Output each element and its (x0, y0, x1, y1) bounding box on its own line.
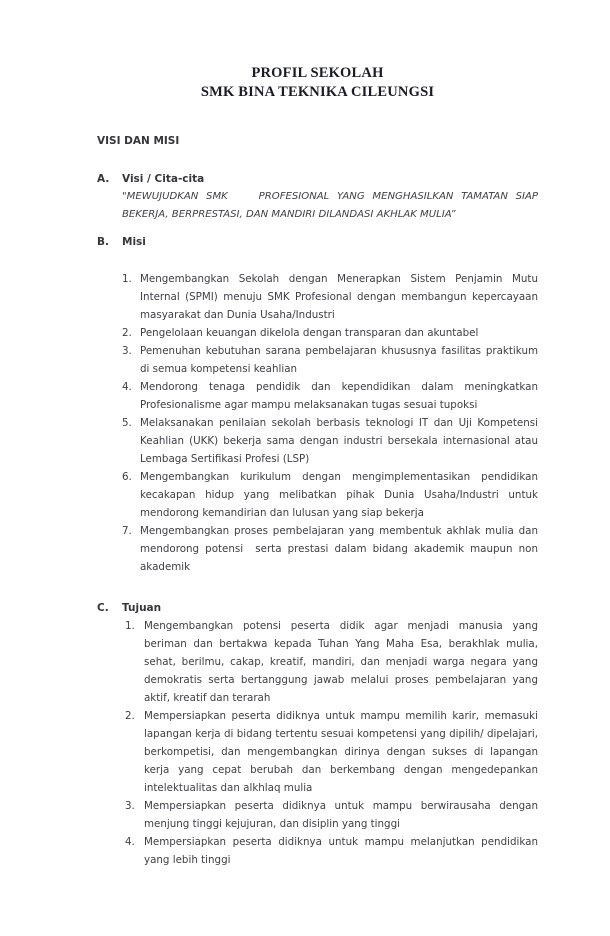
section-label: A. (97, 173, 110, 185)
item-number: 1. (122, 273, 132, 285)
list-item (122, 324, 538, 342)
item-number: 5. (122, 417, 132, 429)
item-number: 3. (125, 800, 135, 812)
title-line-2: SMK BINA TEKNIKA CILEUNGSI (200, 84, 435, 100)
tujuan-list (125, 617, 538, 869)
item-number: 6. (122, 471, 132, 483)
section-title: Visi / Cita-cita (122, 173, 205, 185)
section-misi-heading (97, 233, 538, 251)
item-number: 2. (122, 327, 132, 339)
section-misi (97, 233, 538, 576)
list-item (125, 833, 538, 869)
item-number: 4. (125, 836, 135, 848)
item-number: 4. (122, 381, 132, 393)
section-label: B. (97, 236, 109, 248)
item-text: Mengembangkan Sekolah dengan Menerapkan Sistem Penjamin Mutu Internal (SPMI) menuju SMK Profesional dengan membangun kepercayaan masyarakat dan Dunia Usaha/Industri (140, 273, 538, 321)
section-title: Misi (122, 236, 146, 248)
main-heading: VISI DAN MISI (97, 135, 180, 147)
item-text: Pemenuhan kebutuhan sarana pembelajaran khususnya fasilitas praktikum di semua kompetensi keahlian (140, 345, 538, 375)
list-item (122, 342, 538, 378)
item-text: Mengembangkan proses pembelajaran yang membentuk akhlak mulia dan mendorong potensi serta prestasi dalam bidang akademik maupun non akademik (140, 525, 538, 573)
list-item (125, 707, 538, 797)
list-item (122, 378, 538, 414)
list-item (122, 414, 538, 468)
list-item (122, 522, 538, 576)
section-visi (97, 170, 538, 224)
list-item (125, 617, 538, 707)
item-number: 1. (125, 620, 135, 632)
section-visi-heading (97, 170, 538, 188)
list-item (122, 270, 538, 324)
item-number: 7. (122, 525, 132, 537)
item-text: Mempersiapkan peserta didiknya untuk mampu berwirausaha dengan menjung tinggi kejujuran, dan disiplin yang tinggi (144, 800, 538, 830)
section-title: Tujuan (122, 602, 162, 614)
list-item (122, 468, 538, 522)
section-label: C. (97, 602, 109, 614)
vision-quote: "MEWUJUDKAN SMK PROFESIONAL YANG MENGHASILKAN TAMATAN SIAP BEKERJA, BERPRESTASI, DAN MANDIRI DILANDASI AKHLAK MULIA” (122, 191, 538, 220)
item-text: Mendorong tenaga pendidik dan kependidikan dalam meningkatkan Profesionalisme agar mampu melaksanakan tugas sesuai tupoksi (140, 381, 538, 411)
misi-list (122, 270, 538, 576)
section-tujuan-heading (97, 599, 538, 617)
document-content (97, 0, 538, 869)
item-text: Pengelolaan keuangan dikelola dengan transparan dan akuntabel (140, 327, 479, 339)
item-text: Mempersiapkan peserta didiknya untuk mampu memilih karir, memasuki lapangan kerja di bidang tertentu sesuai kompetensi yang dipilih/ dipelajari, berkompetisi, dan mengembangkan dirinya dengan sukses di lapangan kerja yang cepat berubah dan berkembang dengan mengedepankan intelektualitas dan alkhlaq mulia (144, 710, 538, 794)
item-number: 2. (125, 710, 135, 722)
list-item (125, 797, 538, 833)
item-number: 3. (122, 345, 132, 357)
document-title (97, 64, 538, 102)
item-text: Mengembangkan potensi peserta didik agar menjadi manusia yang beriman dan bertakwa kepada Tuhan Yang Maha Esa, berakhlak mulia, sehat, berilmu, cakap, kreatif, mandiri, dan menjadi warga negara yang demokratis serta bertanggung jawab melalui proses pembelajaran yang aktif, kreatif dan terarah (144, 620, 538, 704)
title-line-1: PROFIL SEKOLAH (251, 65, 384, 81)
section-tujuan (97, 599, 538, 869)
item-text: Mempersiapkan peserta didiknya untuk mampu melanjutkan pendidikan yang lebih tinggi (144, 836, 538, 866)
item-text: Melaksanakan penilaian sekolah berbasis teknologi IT dan Uji Kompetensi Keahlian (UKK) bekerja sama dengan industri bersekala internasional atau Lembaga Sertifikasi Profesi (LSP) (140, 417, 538, 465)
item-text: Mengembangkan kurikulum dengan mengimplementasikan pendidikan kecakapan hidup yang melibatkan pihak Dunia Usaha/Industri untuk mendorong kemandirian dan lulusan yang siap bekerja (140, 471, 538, 519)
